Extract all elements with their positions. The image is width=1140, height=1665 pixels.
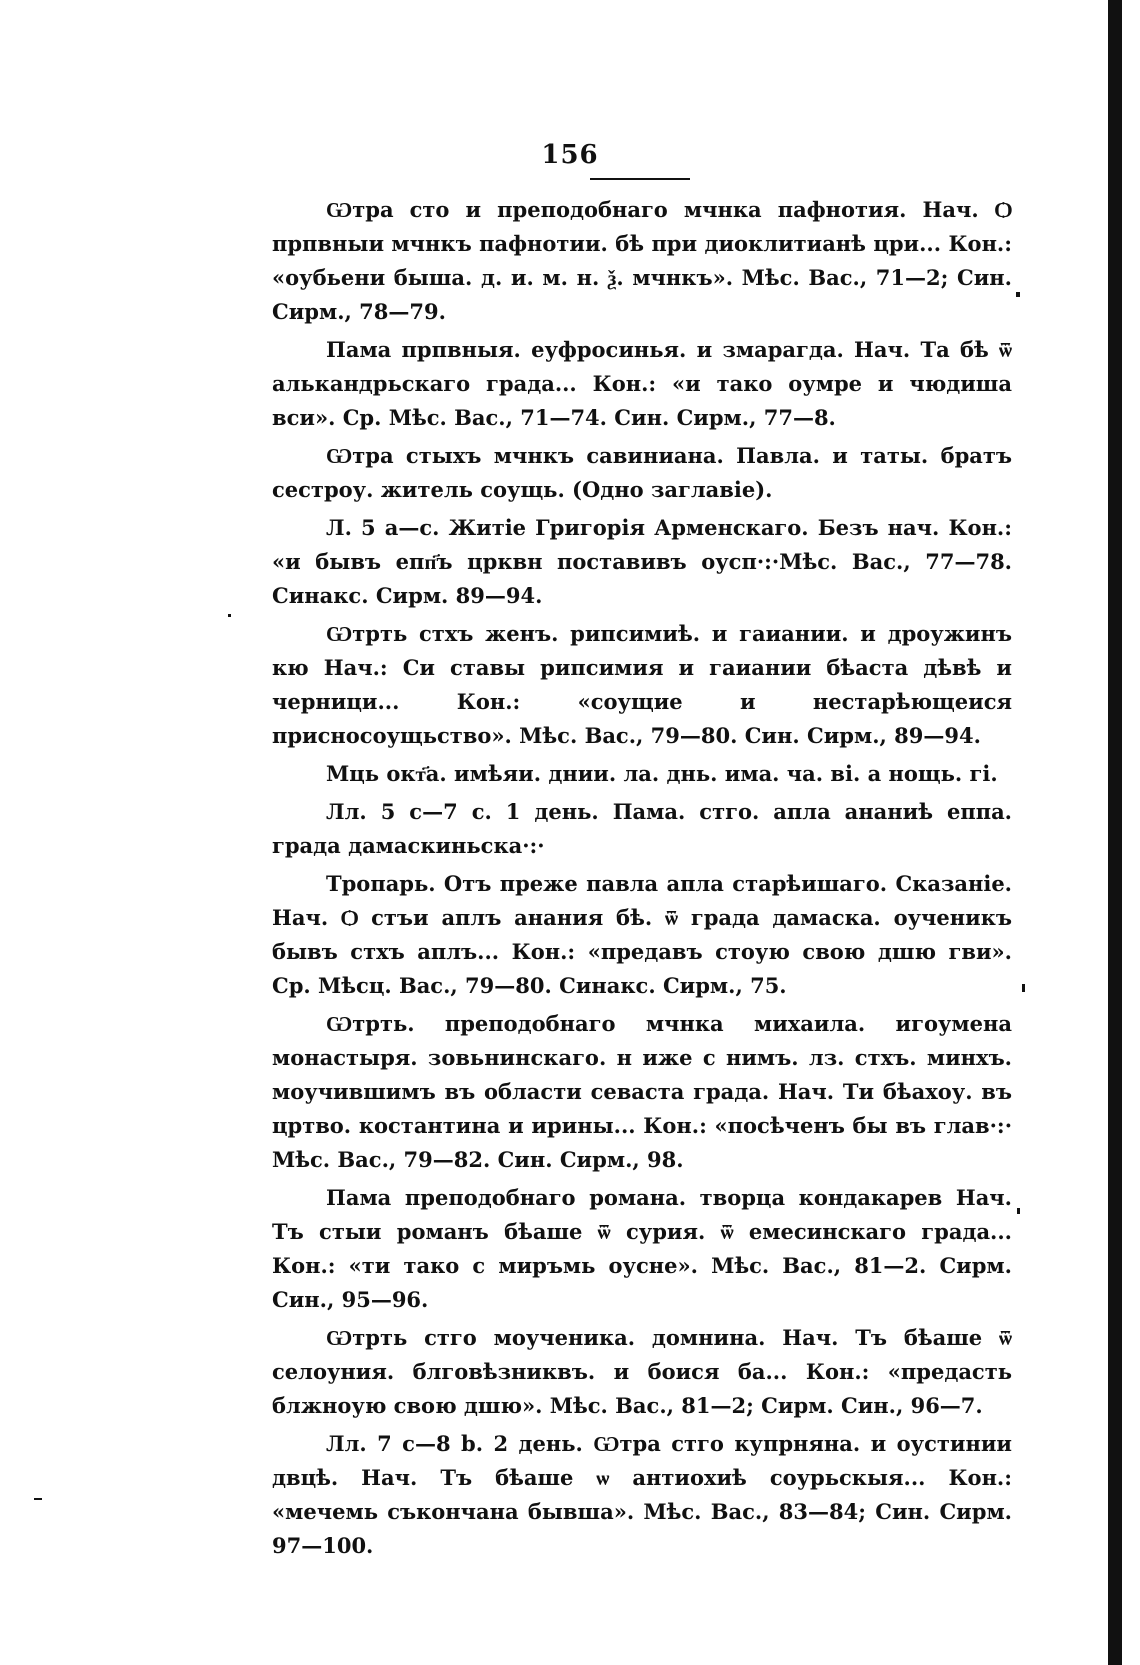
paragraph: Мць окт҃а. имѣяи. днии. ла. днь. има. ча. ві. а нощь. гі. <box>326 761 998 786</box>
scan-speck <box>228 614 231 617</box>
scan-speck <box>1016 292 1020 297</box>
scan-speck <box>1022 984 1025 992</box>
paragraph: Пама прпвныя. еуфросинья. и змарагда. Нач. Та бѣ ѿ алькандрьскаго града... Кон.: «и тако оумре и чюдиша вси». Ср. Мѣс. Вас., 71—74. Син. Сирм., 77—8. <box>272 337 1012 430</box>
scan-speck <box>34 1498 42 1500</box>
paragraph: Тропарь. Отъ преже павла апла старѣишаго. Сказаніе. Нач. Ѻ стъи аплъ анания бѣ. ѿ града дамаска. оученикъ бывъ стхъ аплъ... Кон.: «предавъ стоую свою дшю гви». Ср. Мѣсц. Вас., 79—80. Синакс. Сирм., 75. <box>272 871 1012 998</box>
paragraph: Ѡтрть. преподобнаго мчнка михаила. игоумена монастыря. зовьнинскаго. н иже с нимъ. лз. стхъ. минхъ. моучившимъ въ области севаста града. Нач. Ти бѣахоу. въ цртво. костантина и ирины... Кон.: «посѣченъ бы въ глав·:· Мѣс. Вас., 79—82. Син. Сирм., 98. <box>272 1011 1012 1172</box>
page-edge-border <box>1108 0 1122 1665</box>
text-body <box>272 193 1012 1567</box>
paragraph: Ѡтра сто и преподобнаго мчнка пафнотия. Нач. Ѻ прпвныи мчнкъ пафнотии. бѣ при диоклитианѣ цри... Кон.: «оубьени быша. д. и. м. н. ѯ. мчнкъ». Мѣс. Вас., 71—2; Син. Сирм., 78—79. <box>272 197 1012 324</box>
paragraph: Лл. 5 с—7 с. 1 день. Пама. стго. апла ананиѣ еппа. града дамаскиньска·:· <box>272 799 1012 858</box>
paragraph: Ѡтрть стхъ женъ. рипсимиѣ. и гаиании. и дроужинъ кю Нач.: Си ставы рипсимия и гаиании бѣаста дѣвѣ и черници... Кон.: «соущие и нестарѣющеися присносоущьство». Мѣс. Вас., 79—80. Син. Сирм., 89—94. <box>272 621 1012 748</box>
page-number-rule <box>590 178 690 180</box>
paragraph: Ѡтрть стго моученика. домнина. Нач. Тъ бѣаше ѿ селоуния. блговѣзниквъ. и боися ба... Кон.: «предасть блжноую свою дшю». Мѣс. Вас., 81—2; Сирм. Син., 96—7. <box>272 1325 1012 1418</box>
paragraph: Л. 5 а—с. Житіе Григорія Арменскаго. Безъ нач. Кон.: «и бывъ епп҃ъ црквн поставивъ оусп·:·Мѣс. Вас., 77—78. Синакс. Сирм. 89—94. <box>272 515 1012 608</box>
scan-speck <box>1017 1208 1020 1214</box>
page-number: 156 <box>541 140 599 170</box>
paragraph: Пама преподобнаго романа. творца кондакарев Нач. Тъ стыи романъ бѣаше ѿ сурия. ѿ емесинскаго града... Кон.: «ти тако с миръмь оусне». Мѣс. Вас., 81—2. Сирм. Син., 95—96. <box>272 1185 1012 1312</box>
paragraph: Ѡтра стыхъ мчнкъ савиниана. Павла. и таты. братъ сестроу. житель соущь. (Одно заглавіе). <box>272 443 1012 502</box>
paragraph: Лл. 7 с—8 b. 2 день. Ѡтра стго купрняна. и оустинии двцѣ. Нач. Тъ бѣаше ѡ антиохиѣ соурьскыя... Кон.: «мечемь съкончана бывша». Мѣс. Вас., 83—84; Син. Сирм. 97—100. <box>272 1431 1012 1558</box>
